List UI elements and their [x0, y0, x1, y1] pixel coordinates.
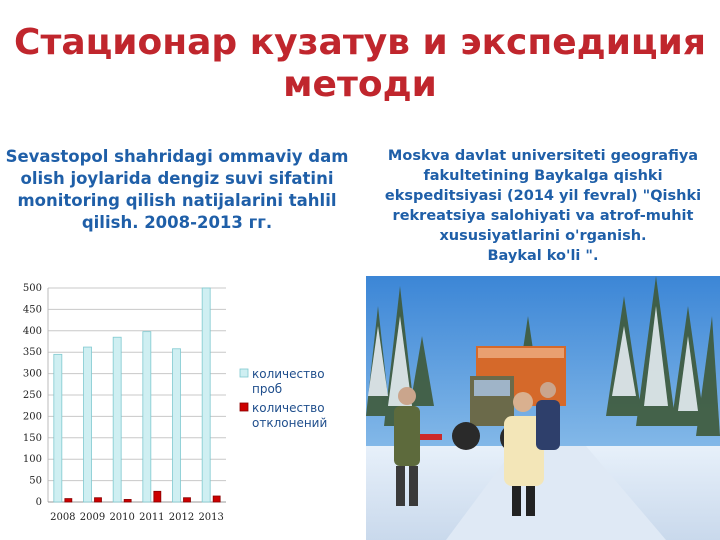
bar-chart — [4, 270, 350, 532]
legend-label: количество проб — [252, 367, 325, 396]
y-tick-label: 50 — [29, 475, 42, 487]
title-line-1: Стационар кузатув и экспедиция — [14, 22, 706, 63]
bar-deviations — [95, 498, 102, 502]
y-tick-label: 450 — [22, 304, 42, 316]
photo-caption — [372, 146, 714, 266]
y-tick-label: 300 — [22, 368, 42, 380]
x-tick-label: 2010 — [109, 512, 135, 523]
bar-deviations — [154, 491, 161, 502]
legend-label: количество отклонений — [252, 401, 328, 430]
bar-deviations — [184, 498, 191, 502]
legend-swatch — [240, 369, 248, 377]
x-tick-label: 2008 — [50, 512, 76, 523]
bar-deviations — [213, 496, 220, 502]
expedition-photo — [366, 276, 720, 540]
y-tick-label: 500 — [22, 283, 42, 294]
x-tick-label: 2013 — [198, 512, 224, 523]
y-tick-label: 350 — [22, 347, 42, 359]
y-tick-label: 250 — [22, 390, 42, 401]
x-axis-labels — [50, 512, 224, 523]
x-tick-label: 2011 — [139, 512, 165, 523]
chart-grid — [48, 288, 226, 502]
bar-samples — [113, 337, 121, 502]
bar-samples — [173, 349, 181, 502]
bar-deviations — [65, 499, 72, 502]
y-tick-label: 400 — [22, 325, 42, 337]
y-tick-label: 0 — [35, 497, 42, 508]
x-tick-label: 2012 — [168, 512, 195, 523]
y-tick-label: 200 — [22, 411, 42, 423]
slide-title — [0, 22, 720, 106]
bar-samples — [84, 347, 92, 502]
photo-caption-line-2: Baykal ko'li ". — [487, 248, 599, 264]
bar-samples — [54, 354, 62, 502]
y-tick-label: 100 — [22, 454, 42, 466]
photo-caption-line-1: Moskva davlat universiteti geografiya fakultetining Baykalga qishki ekspeditsiyasi (2014 yil fevral) "Qishki rekreatsiya salohiyati va atrof-muhit xususiyatlarini o'rganish. — [384, 148, 702, 244]
legend-swatch — [240, 403, 248, 411]
bar-samples — [143, 332, 151, 502]
x-tick-label: 2009 — [79, 512, 106, 523]
title-line-2: методи — [283, 64, 437, 105]
bar-deviations — [124, 499, 131, 502]
y-axis-ticks — [23, 283, 42, 508]
bar-samples — [202, 288, 210, 502]
chart-legend — [240, 367, 327, 430]
chart-caption: Sevastopol shahridagi ommaviy dam olish joylarida dengiz suvi sifatini monitoring qilish natijalarini tahlil qilish. 2008-2013 гг. — [5, 147, 349, 232]
y-tick-label: 150 — [22, 432, 42, 444]
